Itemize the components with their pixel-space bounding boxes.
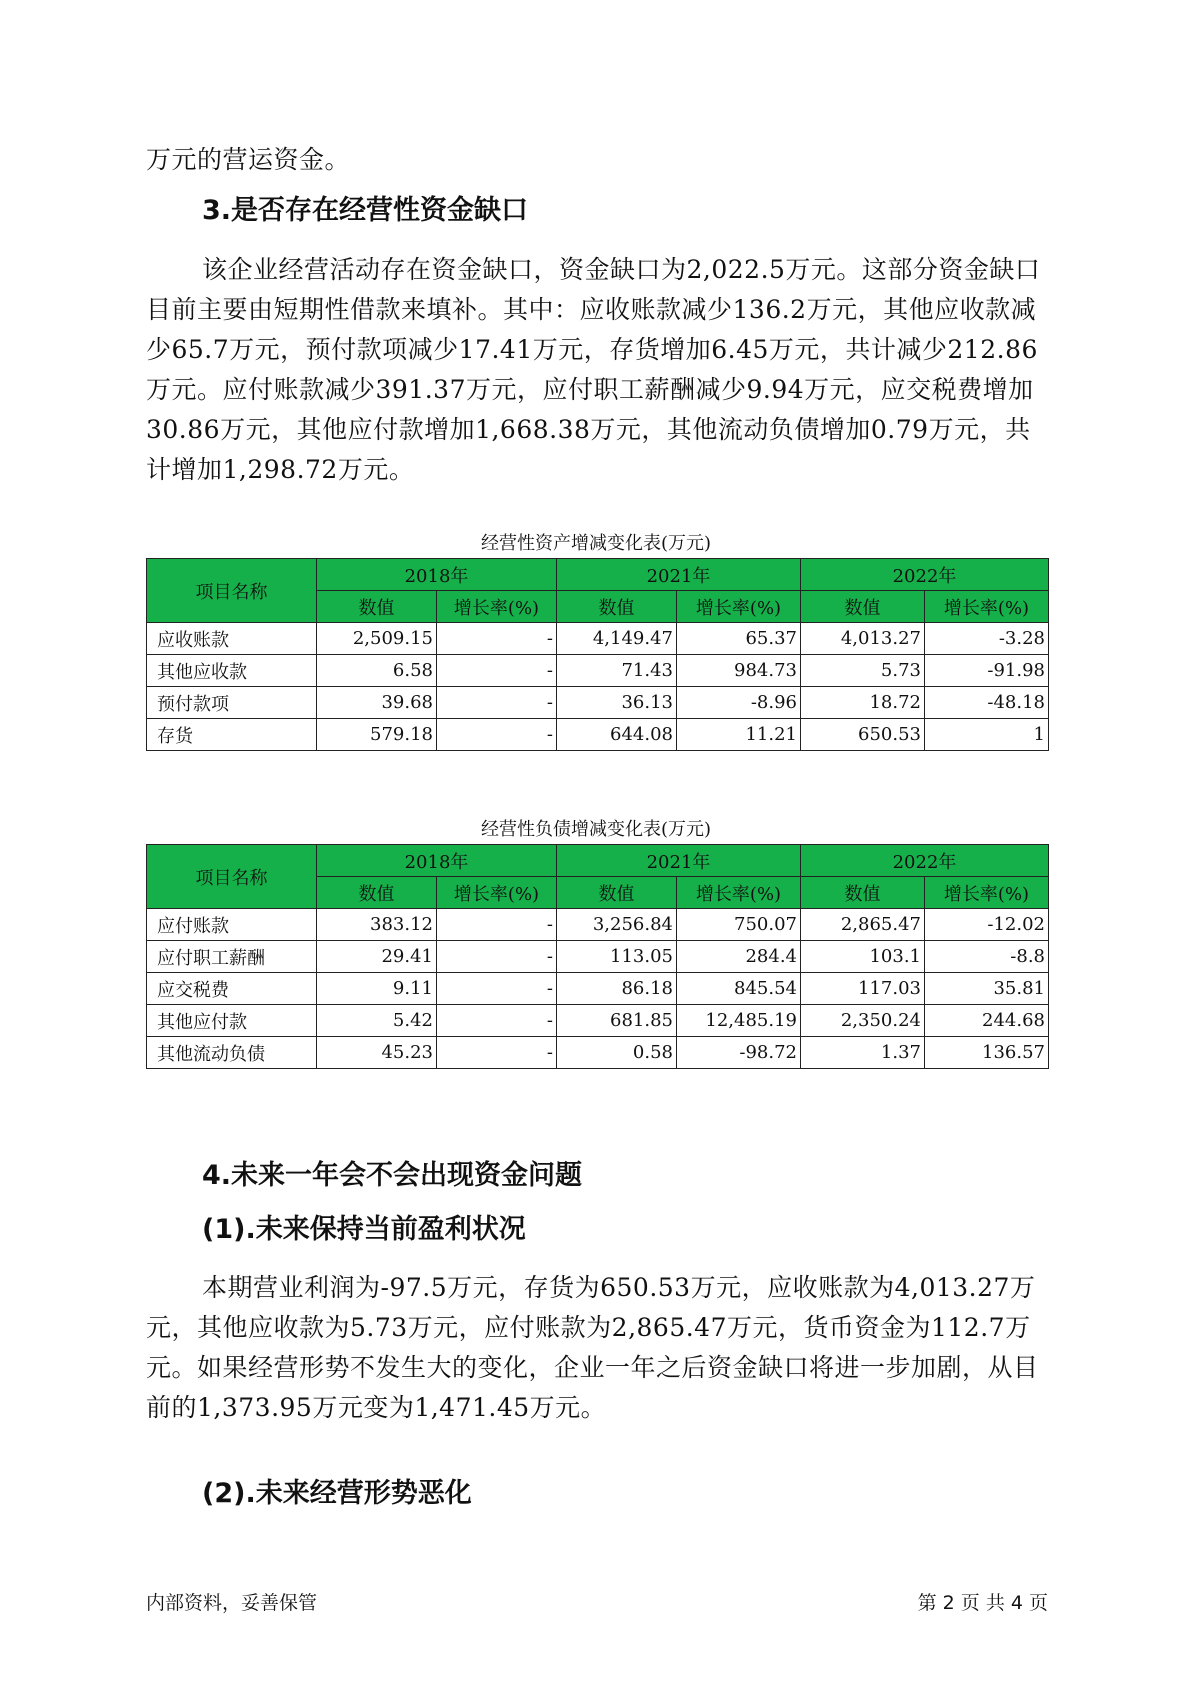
cell-rate: -8.8 [925, 941, 1049, 973]
row-name: 应交税费 [147, 973, 317, 1005]
cell-rate: 65.37 [677, 623, 801, 655]
cell-rate: - [437, 719, 557, 751]
assets-value-header: 数值 [557, 591, 677, 623]
cell-rate: - [437, 909, 557, 941]
cell-value: 45.23 [317, 1037, 437, 1069]
cell-rate: -12.02 [925, 909, 1049, 941]
heading-current-profit: (1).未来保持当前盈利状况 [202, 1214, 526, 1245]
table-row [147, 623, 1049, 655]
row-name: 应付账款 [147, 909, 317, 941]
cell-rate: -48.18 [925, 687, 1049, 719]
paragraph-continued: 万元的营运资金。 [146, 145, 351, 174]
row-name: 应收账款 [147, 623, 317, 655]
cell-value: 644.08 [557, 719, 677, 751]
assets-year-header: 2021年 [557, 559, 801, 591]
row-name: 存货 [147, 719, 317, 751]
liabilities-table-caption: 经营性负债增减变化表(万元) [480, 819, 712, 840]
cell-value: 3,256.84 [557, 909, 677, 941]
cell-value: 6.58 [317, 655, 437, 687]
cell-rate: -91.98 [925, 655, 1049, 687]
cell-rate: -8.96 [677, 687, 801, 719]
table-row [147, 973, 1049, 1005]
table-row [147, 941, 1049, 973]
cell-value: 2,509.15 [317, 623, 437, 655]
cell-rate: - [437, 687, 557, 719]
paragraph-current-profit: 本期营业利润为-97.5万元，存货为650.53万元，应收账款为4,013.27万元，其他应收款为5.73万元，应付账款为2,865.47万元，货币资金为112.7万元。如果经营形势不发生大的变化，企业一年之后资金缺口将进一步加剧，从目前的1,373.95万元变为1,471.45万元。 [146, 1273, 1039, 1422]
assets-value-header: 数值 [801, 591, 925, 623]
cell-value: 1.37 [801, 1037, 925, 1069]
cell-rate: 1 [925, 719, 1049, 751]
cell-rate: 750.07 [677, 909, 801, 941]
table-row [147, 655, 1049, 687]
table-row [147, 687, 1049, 719]
assets-rate-header: 增长率(%) [437, 591, 557, 623]
cell-value: 39.68 [317, 687, 437, 719]
assets-rate-header: 增长率(%) [677, 591, 801, 623]
cell-value: 4,149.47 [557, 623, 677, 655]
cell-value: 9.11 [317, 973, 437, 1005]
cell-rate: 244.68 [925, 1005, 1049, 1037]
cell-value: 18.72 [801, 687, 925, 719]
table-row [147, 719, 1049, 751]
row-name: 其他应付款 [147, 1005, 317, 1037]
assets-year-header: 2022年 [801, 559, 1049, 591]
row-name: 应付职工薪酬 [147, 941, 317, 973]
cell-value: 29.41 [317, 941, 437, 973]
liabilities-year-header: 2021年 [557, 845, 801, 877]
cell-value: 5.73 [801, 655, 925, 687]
cell-rate: 136.57 [925, 1037, 1049, 1069]
cell-value: 2,350.24 [801, 1005, 925, 1037]
table-row [147, 1037, 1049, 1069]
cell-rate: - [437, 973, 557, 1005]
cell-value: 86.18 [557, 973, 677, 1005]
cell-rate: 845.54 [677, 973, 801, 1005]
table-row [147, 1005, 1049, 1037]
cell-rate: - [437, 1005, 557, 1037]
cell-value: 2,865.47 [801, 909, 925, 941]
cell-rate: - [437, 655, 557, 687]
cell-value: 71.43 [557, 655, 677, 687]
heading-funding-gap: 3.是否存在经营性资金缺口 [202, 195, 529, 226]
liabilities-year-header: 2018年 [317, 845, 557, 877]
heading-future-funding: 4.未来一年会不会出现资金问题 [202, 1160, 583, 1191]
cell-value: 4,013.27 [801, 623, 925, 655]
heading-worsening: (2).未来经营形势恶化 [202, 1478, 472, 1509]
cell-value: 650.53 [801, 719, 925, 751]
cell-value: 0.58 [557, 1037, 677, 1069]
assets-table [146, 558, 1049, 751]
cell-value: 383.12 [317, 909, 437, 941]
liabilities-rate-header: 增长率(%) [677, 877, 801, 909]
assets-table-caption: 经营性资产增减变化表(万元) [480, 533, 712, 554]
cell-value: 579.18 [317, 719, 437, 751]
assets-year-header: 2018年 [317, 559, 557, 591]
cell-value: 117.03 [801, 973, 925, 1005]
liabilities-value-header: 数值 [801, 877, 925, 909]
cell-rate: - [437, 1037, 557, 1069]
liabilities-name-header: 项目名称 [147, 845, 317, 909]
row-name: 预付款项 [147, 687, 317, 719]
liabilities-value-header: 数值 [557, 877, 677, 909]
liabilities-rate-header: 增长率(%) [925, 877, 1049, 909]
footer-page-number: 第 2 页 共 4 页 [917, 1592, 1048, 1614]
cell-rate: 984.73 [677, 655, 801, 687]
cell-value: 681.85 [557, 1005, 677, 1037]
cell-rate: 284.4 [677, 941, 801, 973]
cell-rate: 35.81 [925, 973, 1049, 1005]
footer-confidential: 内部资料，妥善保管 [146, 1592, 318, 1614]
assets-rate-header: 增长率(%) [925, 591, 1049, 623]
paragraph-funding-gap: 该企业经营活动存在资金缺口，资金缺口为2,022.5万元。这部分资金缺口目前主要由短期性借款来填补。其中：应收账款减少136.2万元，其他应收款减少65.7万元，预付款项减少17.41万元，存货增加6.45万元，共计减少212.86万元。应付账款减少391.37万元，应付职工薪酬减少9.94万元，应交税费增加30.86万元，其他应付款增加1,668.38万元，其他流动负债增加0.79万元，共计增加1,298.72万元。 [146, 255, 1041, 484]
liabilities-value-header: 数值 [317, 877, 437, 909]
cell-value: 103.1 [801, 941, 925, 973]
assets-value-header: 数值 [317, 591, 437, 623]
row-name: 其他应收款 [147, 655, 317, 687]
cell-value: 5.42 [317, 1005, 437, 1037]
cell-rate: -3.28 [925, 623, 1049, 655]
cell-rate: 12,485.19 [677, 1005, 801, 1037]
assets-name-header: 项目名称 [147, 559, 317, 623]
liabilities-year-header: 2022年 [801, 845, 1049, 877]
cell-value: 36.13 [557, 687, 677, 719]
liabilities-rate-header: 增长率(%) [437, 877, 557, 909]
cell-rate: - [437, 623, 557, 655]
cell-value: 113.05 [557, 941, 677, 973]
cell-rate: - [437, 941, 557, 973]
cell-rate: 11.21 [677, 719, 801, 751]
row-name: 其他流动负债 [147, 1037, 317, 1069]
liabilities-table [146, 844, 1049, 1069]
cell-rate: -98.72 [677, 1037, 801, 1069]
table-row [147, 909, 1049, 941]
